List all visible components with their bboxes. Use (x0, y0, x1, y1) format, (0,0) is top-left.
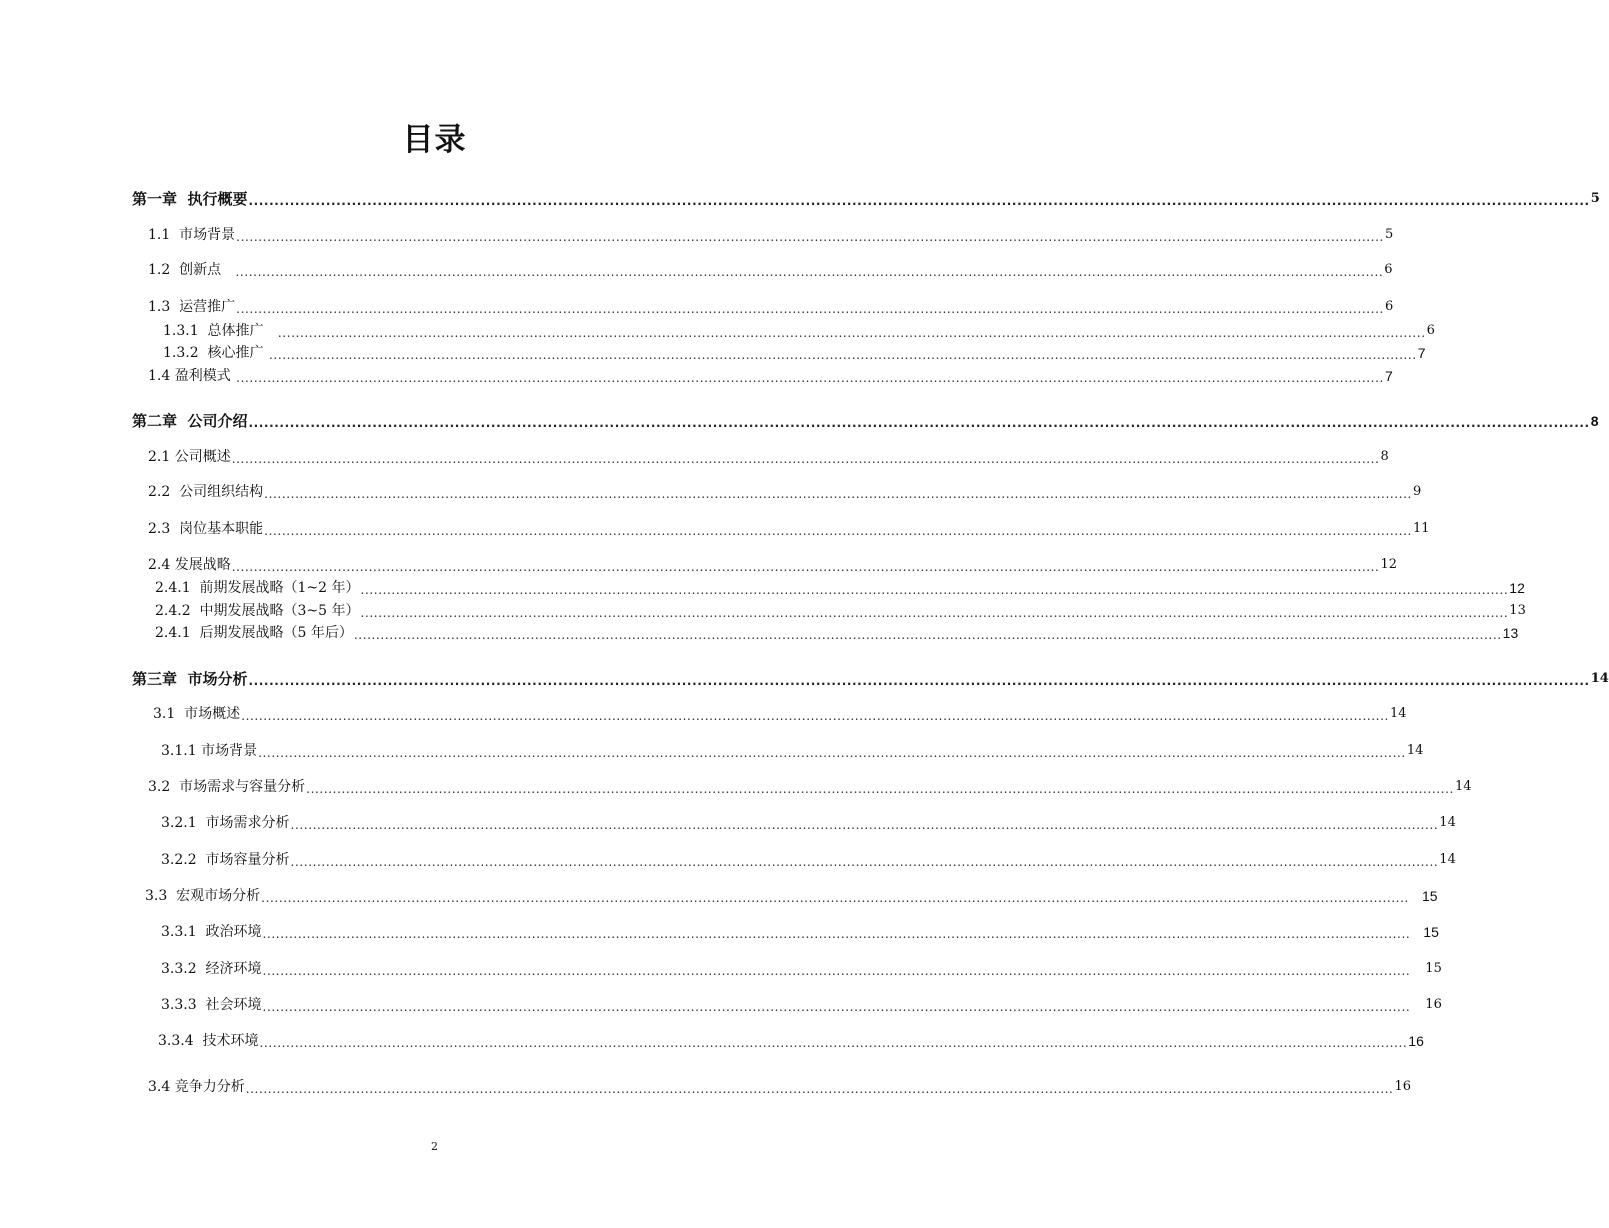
toc-entry[interactable] (148, 554, 1398, 576)
toc-leader-dots: .................................................................................................................................................................................................................................................................... (245, 1082, 1394, 1096)
toc-entry-page: 13 (1502, 625, 1519, 641)
toc-entry[interactable] (148, 518, 1430, 540)
toc-entry-page: 15 (1421, 888, 1438, 904)
toc-entry-page: 14 (1590, 671, 1609, 686)
toc-entry-page: 12 (1509, 580, 1525, 596)
toc-entry-label: 2.4.1 后期发展战略（5 年后） (155, 625, 353, 641)
toc-entry[interactable] (148, 776, 1472, 798)
toc-leader-dots: .................................................................................................................................................................................................................................................................... (264, 487, 1412, 501)
toc-leader-dots: .................................................................................................................................................................................................................................................................... (236, 371, 1384, 385)
toc-entry-page: 15 (1423, 924, 1439, 940)
toc-entry[interactable] (148, 365, 1393, 387)
toc-leader-dots: .................................................................................................................................................................................................................................................................... (236, 230, 1384, 244)
toc-entry[interactable] (163, 320, 1435, 342)
toc-entry-label: 3.3.4 技术环境 (158, 1033, 259, 1049)
toc-entry[interactable] (148, 446, 1389, 468)
toc-leader-dots: .................................................................................................................................................................................................................................................................... (236, 302, 1384, 316)
toc-entry[interactable] (148, 481, 1422, 503)
toc-entry-page: 9 (1412, 484, 1422, 499)
toc-leader-dots: .................................................................................................................................................................................................................................................................... (360, 606, 1509, 620)
toc-leader-dots: .................................................................................................................................................................................................................................................................... (360, 583, 1509, 597)
toc-entry-label: 2.3 岗位基本职能 (148, 521, 264, 537)
toc-entry-page: 14 (1439, 815, 1456, 830)
toc-leader-dots: .................................................................................................................................................................................................................................................................... (248, 674, 1590, 688)
toc-entry-label: 3.1 市场概述 (153, 706, 241, 722)
toc-entry[interactable] (155, 622, 1519, 644)
toc-entry-label: 3.2 市场需求与容量分析 (148, 779, 306, 795)
toc-entry[interactable] (148, 1076, 1412, 1098)
toc-leader-dots: .................................................................................................................................................................................................................................................................... (277, 326, 1426, 340)
toc-leader-dots: .................................................................................................................................................................................................................................................................... (262, 964, 1411, 978)
toc-entry[interactable] (163, 342, 1426, 364)
toc-chapter-entry[interactable] (132, 668, 1609, 690)
toc-entry-label: 2.4.2 中期发展战略（3~5 年） (155, 603, 360, 619)
toc-entry-label: 2.4.1 前期发展战略（1~2 年） (155, 580, 360, 596)
toc-entry-label: 第二章 公司介绍 (132, 412, 248, 430)
toc-entry-page: 12 (1380, 557, 1398, 572)
toc-entry-page: 14 (1439, 852, 1456, 867)
toc-entry-label: 3.4 竞争力分析 (148, 1079, 245, 1095)
toc-entry-label: 2.1 公司概述 (148, 449, 231, 465)
toc-entry[interactable] (148, 259, 1393, 281)
toc-leader-dots: .................................................................................................................................................................................................................................................................... (235, 265, 1384, 279)
toc-entry[interactable] (153, 703, 1407, 725)
toc-leader-dots: .................................................................................................................................................................................................................................................................... (259, 1036, 1408, 1050)
toc-entry-label: 3.2.2 市场容量分析 (161, 852, 290, 868)
toc-entry-label: 1.3.2 核心推广 (163, 345, 268, 361)
toc-entry[interactable] (155, 577, 1525, 599)
toc-entry-page: 16 (1394, 1079, 1412, 1094)
toc-leader-dots: .................................................................................................................................................................................................................................................................... (258, 746, 1406, 760)
toc-entry-label: 3.3 宏观市场分析 (145, 888, 261, 904)
toc-entry-page: 14 (1389, 706, 1407, 721)
toc-leader-dots: .................................................................................................................................................................................................................................................................... (231, 452, 1380, 466)
toc-entry-page: 8 (1590, 413, 1599, 429)
toc-entry[interactable] (145, 885, 1438, 907)
toc-leader-dots: .................................................................................................................................................................................................................................................................... (231, 560, 1380, 574)
toc-entry[interactable] (161, 812, 1456, 834)
toc-entry[interactable] (161, 849, 1456, 871)
toc-entry[interactable] (148, 224, 1394, 246)
toc-entry-page: 6 (1426, 323, 1435, 338)
toc-entry-page: 14 (1406, 743, 1424, 758)
toc-leader-dots: .................................................................................................................................................................................................................................................................... (353, 628, 1502, 642)
toc-title: 目录 (402, 122, 467, 158)
toc-leader-dots: .................................................................................................................................................................................................................................................................... (268, 348, 1417, 362)
toc-entry-page: 5 (1384, 227, 1394, 242)
toc-entry-page: 13 (1509, 603, 1526, 618)
toc-entry-label: 1.3 运营推广 (148, 299, 236, 315)
toc-leader-dots: .................................................................................................................................................................................................................................................................... (262, 1000, 1411, 1014)
toc-leader-dots: .................................................................................................................................................................................................................................................................... (290, 855, 1439, 869)
page-number: 2 (431, 1140, 438, 1153)
toc-entry[interactable] (161, 921, 1439, 943)
toc-entry-label: 1.2 创新点 (148, 262, 235, 278)
toc-entry[interactable] (155, 600, 1526, 622)
toc-chapter-entry[interactable] (132, 410, 1599, 432)
toc-entry[interactable] (161, 740, 1424, 762)
toc-entry-page: 8 (1380, 449, 1389, 464)
toc-leader-dots: .................................................................................................................................................................................................................................................................... (248, 416, 1590, 430)
toc-entry-label: 1.1 市场背景 (148, 227, 236, 243)
toc-entry-page: 7 (1417, 345, 1426, 361)
toc-entry-page: 6 (1384, 299, 1394, 314)
toc-leader-dots: .................................................................................................................................................................................................................................................................... (262, 927, 1411, 941)
toc-entry-label: 2.2 公司组织结构 (148, 484, 264, 500)
toc-leader-dots: .................................................................................................................................................................................................................................................................... (306, 782, 1454, 796)
toc-entry[interactable] (148, 296, 1394, 318)
toc-entry-page: 16 (1425, 997, 1442, 1012)
toc-leader-dots: .................................................................................................................................................................................................................................................................... (290, 818, 1439, 832)
toc-entry-page: 5 (1590, 191, 1600, 206)
toc-entry-label: 3.3.3 社会环境 (161, 997, 262, 1013)
toc-entry-page: 6 (1384, 262, 1393, 277)
toc-leader-dots: .................................................................................................................................................................................................................................................................... (264, 524, 1412, 538)
toc-entry-label: 1.3.1 总体推广 (163, 323, 277, 339)
toc-entry-label: 1.4 盈利模式 (148, 368, 236, 384)
toc-leader-dots: .................................................................................................................................................................................................................................................................... (248, 194, 1590, 208)
toc-entry-label: 2.4 发展战略 (148, 557, 231, 573)
toc-entry-label: 第三章 市场分析 (132, 670, 248, 688)
toc-entry-page: 7 (1384, 368, 1393, 384)
toc-chapter-entry[interactable] (132, 188, 1600, 210)
toc-entry-page: 11 (1412, 521, 1430, 536)
toc-entry-label: 3.1.1 市场背景 (161, 743, 258, 759)
toc-entry[interactable] (161, 958, 1442, 980)
toc-entry-label: 第一章 执行概要 (132, 190, 248, 208)
toc-leader-dots: .................................................................................................................................................................................................................................................................... (261, 891, 1409, 905)
toc-leader-dots: .................................................................................................................................................................................................................................................................... (241, 709, 1389, 723)
toc-entry-label: 3.3.2 经济环境 (161, 961, 262, 977)
toc-entry[interactable] (158, 1030, 1424, 1052)
toc-entry-label: 3.3.1 政治环境 (161, 924, 262, 940)
toc-entry-page: 15 (1425, 961, 1442, 976)
toc-entry-label: 3.2.1 市场需求分析 (161, 815, 290, 831)
toc-entry-page: 14 (1454, 779, 1472, 794)
toc-entry-page: 16 (1408, 1033, 1424, 1049)
toc-entry[interactable] (161, 994, 1442, 1016)
